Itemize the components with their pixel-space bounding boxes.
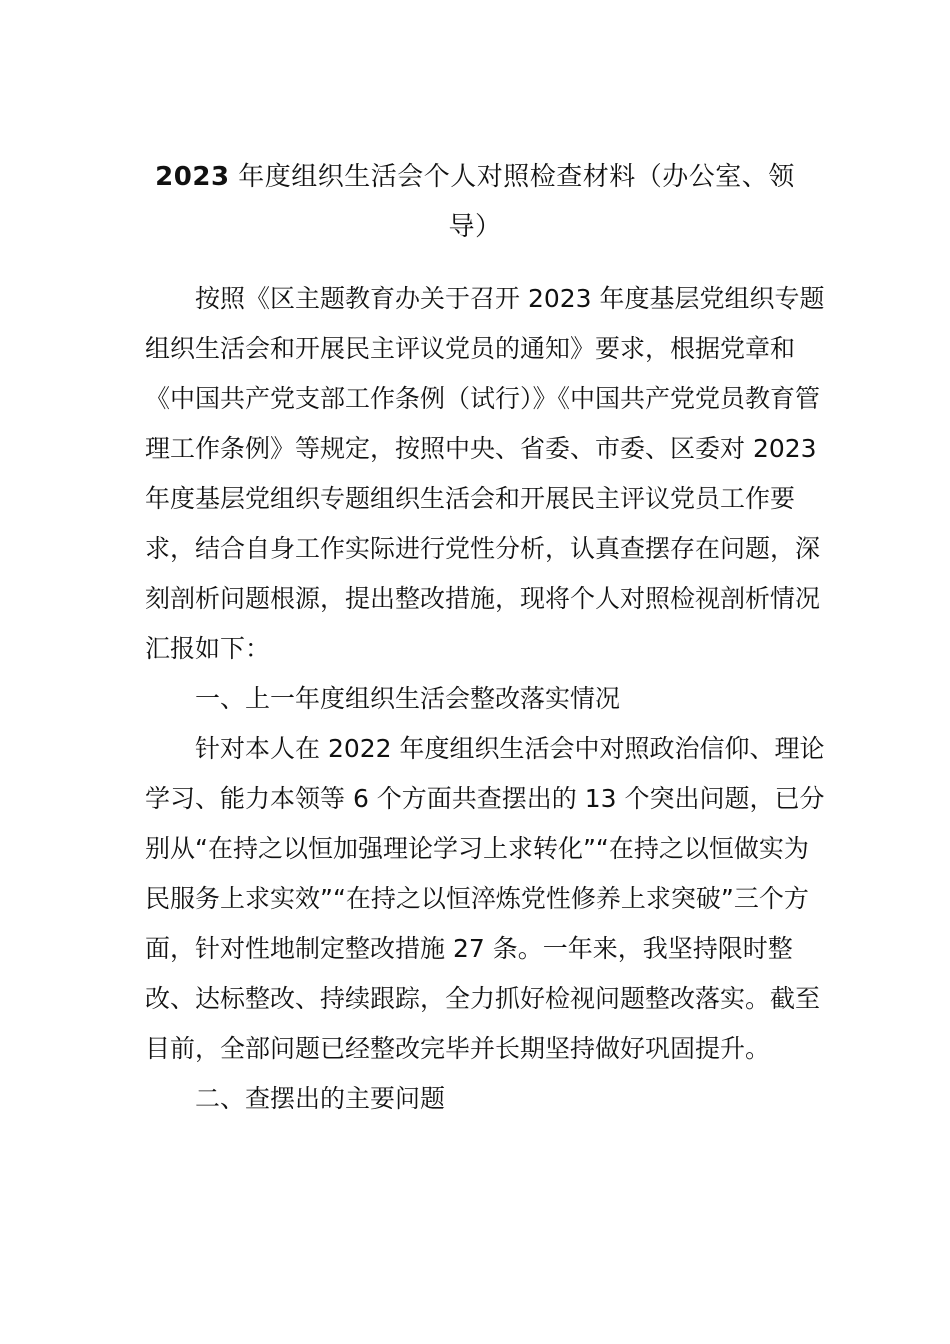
- document-title: [150, 152, 800, 252]
- section-heading-1: 一、上一年度组织生活会整改落实情况: [195, 684, 621, 713]
- section-heading-2: 二、查摆出的主要问题: [195, 1084, 446, 1113]
- rectification-paragraph: 针对本人在 2022 年度组织生活会中对照政治信仰、理论学习、能力本领等 6 个方面共查摆出的 13 个突出问题，已分别从“在持之以恒加强理论学习上求转化”“在持之以恒做实为民服务上求实效”“在持之以恒淬炼党性修养上求突破”三个方面，针对性地制定整改措施 27 条。一年来，我坚持限时整改、达标整改、持续跟踪，全力抓好检视问题整改落实。截至目前，全部问题已经整改完毕并长期坚持做好巩固提升。: [145, 734, 825, 1063]
- title-year: 2023: [155, 162, 230, 192]
- title-text: 年度组织生活会个人对照检查材料（办公室、领导）: [229, 162, 795, 242]
- document-body: [145, 274, 825, 1124]
- intro-paragraph: 按照《区主题教育办关于召开 2023 年度基层党组织专题组织生活会和开展民主评议党员的通知》要求，根据党章和《中国共产党支部工作条例（试行）》《中国共产党党员教育管理工作条例》等规定，按照中央、省委、市委、区委对 2023 年度基层党组织专题组织生活会和开展民主评议党员工作要求，结合自身工作实际进行党性分析，认真查摆存在问题，深刻剖析问题根源，提出整改措施，现将个人对照检视剖析情况汇报如下：: [145, 284, 825, 663]
